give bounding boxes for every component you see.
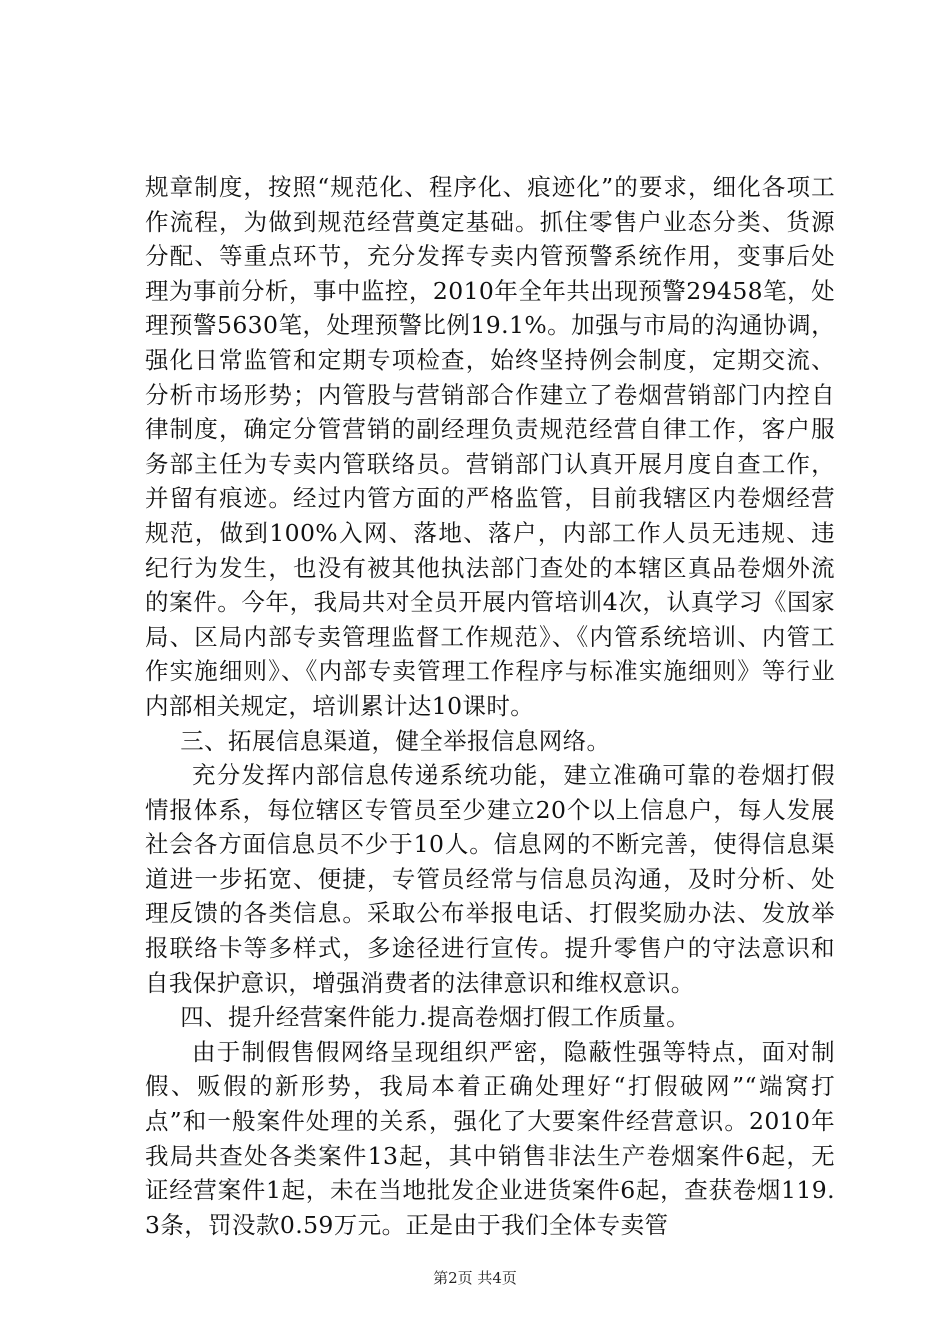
section-heading-four: 四、提升经营案件能力.提高卷烟打假工作质量。 bbox=[180, 1003, 691, 1032]
paragraph-case-handling: 由于制假售假网络呈现组织严密，隐蔽性强等特点，面对制假、贩假的新形势，我局本着正确处理好“打假破网”“端窝打点”和一般案件处理的关系，强化了大要案件经营意识。2010年我局共查处各类案件13起，其中销售非法生产卷烟案件6起，无证经营案件1起，未在当地批发企业进货案件6起，查获卷烟119.3条，罚没款0.59万元。正是由于我们全体专卖管 bbox=[145, 1037, 835, 1239]
document-body bbox=[145, 170, 835, 1242]
paragraph-internal-management: 规章制度，按照“规范化、程序化、痕迹化”的要求，细化各项工作流程，为做到规范经营奠定基础。抓住零售户业态分类、货源分配、等重点环节，充分发挥专卖内管预警系统作用，变事后处理为事前分析，事中监控，2010年全年共出现预警29458笔，处理预警5630笔，处理预警比例19.1%。加强与市局的沟通协调，强化日常监管和定期专项检查，始终坚持例会制度，定期交流、分析市场形势；内管股与营销部合作建立了卷烟营销部门内控自律制度，确定分管营销的副经理负责规范经营自律工作，客户服务部主任为专卖内管联络员。营销部门认真开展月度自查工作，并留有痕迹。经过内管方面的严格监管，目前我辖区内卷烟经营规范，做到100%入网、落地、落户，内部工作人员无违规、违纪行为发生，也没有被其他执法部门查处的本辖区真品卷烟外流的案件。今年，我局共对全员开展内管培训4次，认真学习《国家局、区局内部专卖管理监督工作规范》、《内管系统培训、内管工作实施细则》、《内部专卖管理工作程序与标准实施细则》等行业内部相关规定，培训累计达10课时。 bbox=[145, 173, 835, 720]
section-heading-three: 三、拓展信息渠道，健全举报信息网络。 bbox=[180, 726, 611, 755]
paragraph-information-network: 充分发挥内部信息传递系统功能，建立准确可靠的卷烟打假情报体系，每位辖区专管员至少建立20个以上信息户，每人发展社会各方面信息员不少于10人。信息网的不断完善，使得信息渠道进一步拓宽、便捷，专管员经常与信息员沟通，及时分析、处理反馈的各类信息。采取公布举报电话、打假奖励办法、发放举报联络卡等多样式，多途径进行宣传。提升零售户的守法意识和自我保护意识，增强消费者的法律意识和维权意识。 bbox=[145, 761, 835, 997]
page-number-footer: 第2页 共4页 bbox=[433, 1269, 517, 1287]
